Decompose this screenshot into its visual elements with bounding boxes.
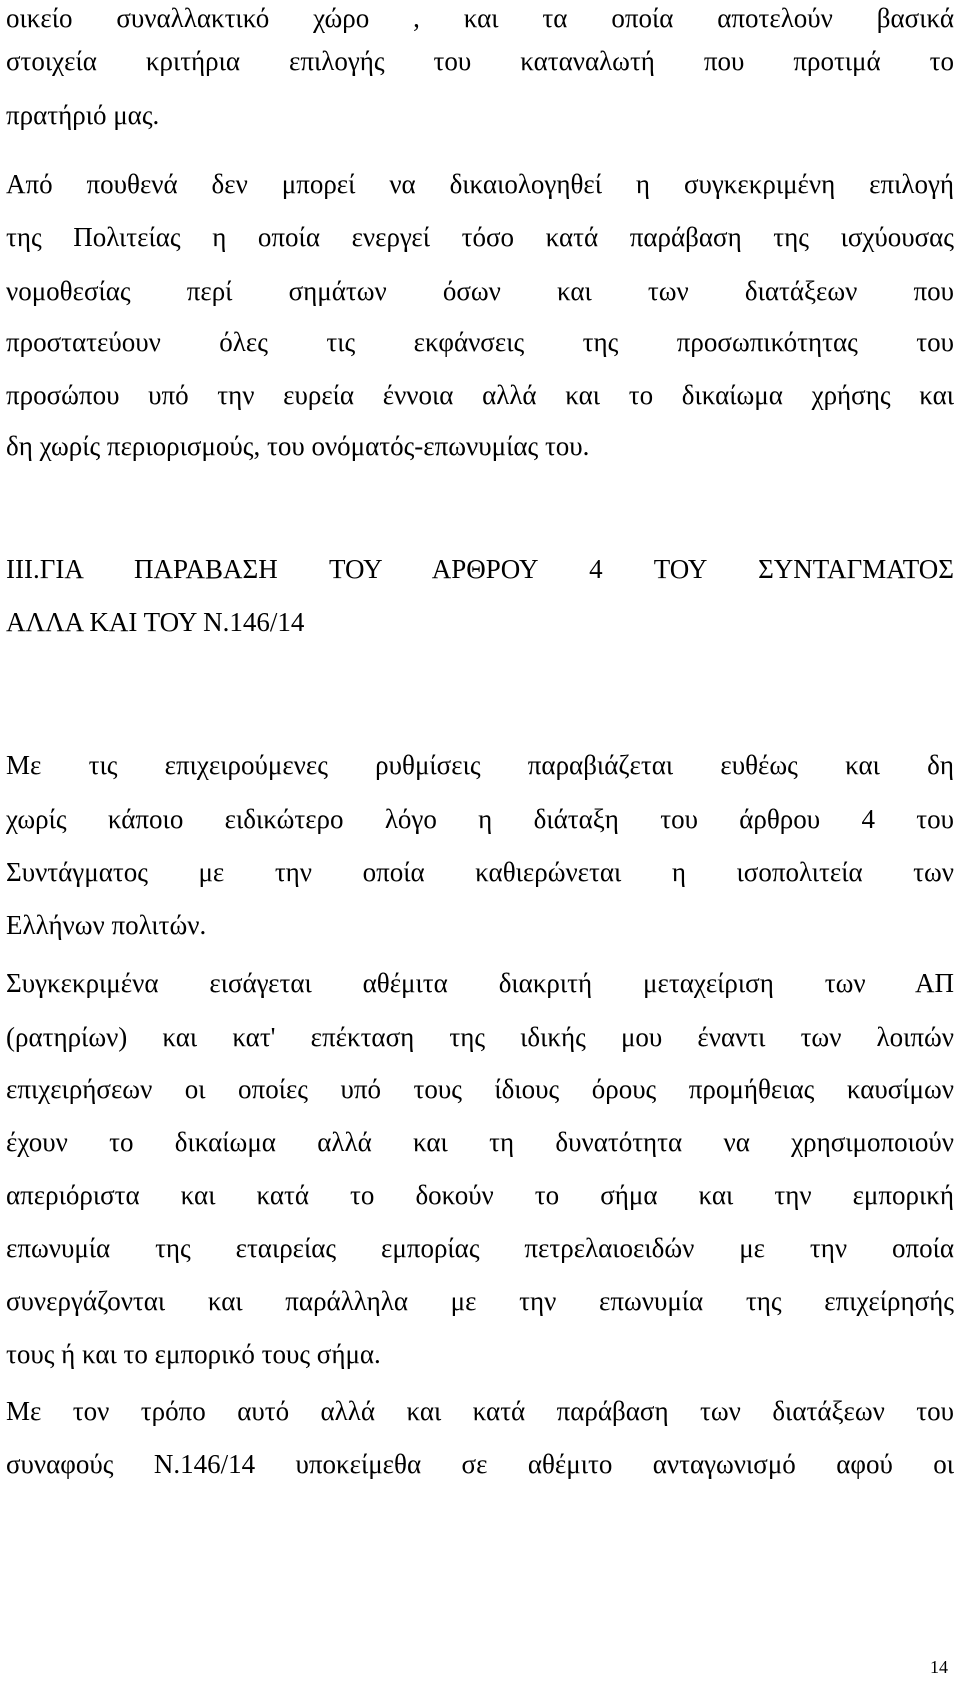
paragraph-3-line-2: χωρίς κάποιο ειδικώτερο λόγο η διάταξη του άρθρου 4 του bbox=[6, 804, 954, 834]
section-heading-line-2: ΑΛΛΑ ΚΑΙ ΤΟΥ Ν.146/14 bbox=[6, 607, 305, 637]
paragraph-4-line-5: απεριόριστα και κατά το δοκούν το σήμα και την εμπορική bbox=[6, 1180, 954, 1210]
paragraph-4-line-7: συνεργάζονται και παράλληλα με την επωνυμία της επιχείρησής bbox=[6, 1286, 954, 1316]
paragraph-5-line-2: συναφούς Ν.146/14 υποκείμεθα σε αθέμιτο ανταγωνισμό αφού οι bbox=[6, 1449, 954, 1479]
paragraph-4-line-6: επωνυμία της εταιρείας εμπορίας πετρελαιοειδών με την οποία bbox=[6, 1233, 954, 1263]
page-number: 14 bbox=[930, 1657, 948, 1677]
paragraph-4-line-3: επιχειρήσεων οι οποίες υπό τους ίδιους όρους προμήθειας καυσίμων bbox=[6, 1074, 954, 1104]
paragraph-5-line-1: Με τον τρόπο αυτό αλλά και κατά παράβαση των διατάξεων του bbox=[6, 1396, 954, 1426]
paragraph-4-line-4: έχουν το δικαίωμα αλλά και τη δυνατότητα να χρησιμοποιούν bbox=[6, 1127, 954, 1157]
paragraph-2-line-4: προστατεύουν όλες τις εκφάνσεις της προσωπικότητας του bbox=[6, 327, 954, 357]
paragraph-3-line-3: Συντάγματος με την οποία καθιερώνεται η ισοπολιτεία των bbox=[6, 857, 954, 887]
paragraph-1-line-1: οικείο συναλλακτικό χώρο , και τα οποία αποτελούν βασικά bbox=[6, 3, 954, 33]
paragraph-1-line-2: στοιχεία κριτήρια επιλογής του καταναλωτή που προτιμά το bbox=[6, 46, 954, 76]
section-heading-line-1: III.ΓΙΑ ΠΑΡΑΒΑΣΗ ΤΟΥ ΑΡΘΡΟΥ 4 ΤΟΥ ΣΥΝΤΑΓΜΑΤΟΣ bbox=[6, 554, 954, 584]
paragraph-3-line-4: Ελλήνων πολιτών. bbox=[6, 910, 207, 940]
paragraph-4-line-8: τους ή και το εμπορικό τους σήμα. bbox=[6, 1339, 381, 1369]
paragraph-2-line-5: προσώπου υπό την ευρεία έννοια αλλά και το δικαίωμα χρήσης και bbox=[6, 380, 954, 410]
paragraph-2-line-6: δη χωρίς περιορισμούς, του ονόματός-επωνυμίας του. bbox=[6, 431, 590, 461]
paragraph-4-line-2: (ρατηρίων) και κατ' επέκταση της ιδικής μου έναντι των λοιπών bbox=[6, 1022, 954, 1052]
paragraph-4-line-1: Συγκεκριμένα εισάγεται αθέμιτα διακριτή μεταχείριση των ΑΠ bbox=[6, 968, 954, 998]
paragraph-2-line-3: νομοθεσίας περί σημάτων όσων και των διατάξεων που bbox=[6, 276, 954, 306]
paragraph-2-line-1: Από πουθενά δεν μπορεί να δικαιολογηθεί η συγκεκριμένη επιλογή bbox=[6, 169, 954, 199]
paragraph-3-line-1: Με τις επιχειρούμενες ρυθμίσεις παραβιάζεται ευθέως και δη bbox=[6, 750, 954, 780]
paragraph-2-line-2: της Πολιτείας η οποία ενεργεί τόσο κατά παράβαση της ισχύουσας bbox=[6, 222, 954, 252]
paragraph-1-line-3: πρατήριό μας. bbox=[6, 100, 160, 130]
